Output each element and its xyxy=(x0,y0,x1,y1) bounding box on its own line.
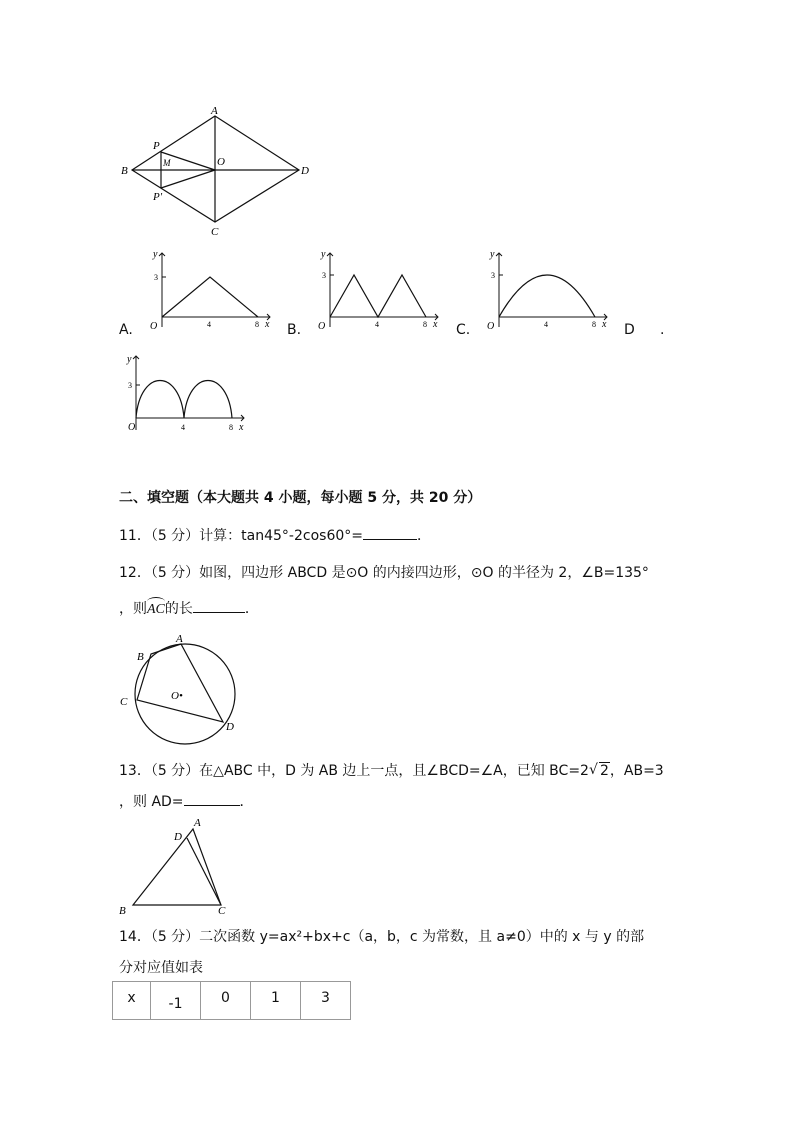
y-axis-label: y xyxy=(490,249,495,260)
triangle-label-b: B xyxy=(119,905,126,917)
option-a-graph xyxy=(140,245,280,337)
rhombus-label-d: D xyxy=(301,165,309,177)
option-b-curve xyxy=(330,275,426,317)
question-13-post: ，AB=3 xyxy=(609,763,664,779)
option-b-graph xyxy=(308,245,448,337)
quadrilateral-abcd xyxy=(137,644,223,722)
x-tick-4: 4 xyxy=(544,320,548,329)
question-11-text: 11．（5 分）计算：tan45°-2cos60°= xyxy=(119,528,363,544)
segment-p-prime-o xyxy=(161,170,215,188)
question-11-end: ． xyxy=(417,528,431,544)
table-cell: 3 xyxy=(301,982,351,1020)
x-axis-label: x xyxy=(265,319,270,330)
table-cell: 0 xyxy=(201,982,251,1020)
triangle-label-c: C xyxy=(218,905,226,917)
origin-label: O xyxy=(318,321,326,332)
y-axis-label: y xyxy=(321,249,326,260)
question-12-line1: 12．（5 分）如图，四边形 ABCD 是⊙O 的内接四边形，⊙O 的半径为 2，∠B=135° xyxy=(119,565,649,581)
table-cell: -1 xyxy=(151,982,201,1020)
question-12-line2 xyxy=(119,598,259,618)
origin-label: O xyxy=(128,422,136,433)
table-cell: 1 xyxy=(251,982,301,1020)
question-11 xyxy=(119,525,431,545)
question-13-blank xyxy=(184,793,240,806)
y-tick-3: 3 xyxy=(128,381,132,390)
rhombus-label-p: P xyxy=(153,140,160,152)
table-row xyxy=(113,982,351,1020)
sqrt-value: 2 xyxy=(599,763,609,779)
option-a-curve xyxy=(162,277,258,317)
question-11-blank xyxy=(363,527,417,540)
x-tick-4: 4 xyxy=(181,423,185,432)
table-cell-x: x xyxy=(113,982,151,1020)
x-tick-8: 8 xyxy=(255,320,259,329)
question-14-line1: 14．（5 分）二次函数 y=ax²+bx+c（a，b，c 为常数，且 a≠0）中的 x 与 y 的部 xyxy=(119,929,645,945)
question-13-line1 xyxy=(119,760,664,780)
circle-label-a: A xyxy=(176,633,183,645)
question-14-line2: 分对应值如表 xyxy=(119,960,203,976)
x-tick-4: 4 xyxy=(207,320,211,329)
question-13-text: 13．（5 分）在△ABC 中，D 为 AB 边上一点，且∠BCD=∠A，已知 BC=2 xyxy=(119,763,589,779)
option-d-label: D xyxy=(624,322,635,338)
rhombus-label-b: B xyxy=(121,165,128,177)
question-13-line2 xyxy=(119,791,254,811)
option-c-label: C. xyxy=(456,322,471,338)
option-b-label: B. xyxy=(287,322,302,338)
origin-label: O xyxy=(487,321,495,332)
y-axis-label: y xyxy=(153,249,158,260)
question-12-end: ． xyxy=(244,601,259,617)
y-tick-3: 3 xyxy=(154,273,158,282)
circle-label-o: O• xyxy=(171,690,183,702)
option-d-graph xyxy=(114,350,254,442)
rhombus-label-m: M xyxy=(163,158,171,168)
triangle-figure xyxy=(115,812,245,920)
triangle-label-d: D xyxy=(174,831,182,843)
y-tick-3: 3 xyxy=(322,271,326,280)
rhombus-label-a: A xyxy=(211,105,218,117)
origin-label: O xyxy=(150,321,158,332)
section-2-title: 二、填空题（本大题共 4 小题，每小题 5 分，共 20 分） xyxy=(119,490,482,506)
x-tick-8: 8 xyxy=(592,320,596,329)
x-tick-8: 8 xyxy=(423,320,427,329)
question-13-prefix: ，则 AD= xyxy=(119,794,184,810)
rhombus-figure xyxy=(115,100,325,240)
option-d-trailing-dot: . xyxy=(660,322,665,338)
option-c-curve xyxy=(499,275,595,317)
circle-label-d: D xyxy=(226,721,234,733)
circle-label-b: B xyxy=(137,651,144,663)
triangle-label-a: A xyxy=(194,817,201,829)
y-axis-label: y xyxy=(127,354,132,365)
question-13-end: ． xyxy=(239,794,254,810)
value-table xyxy=(112,981,351,1020)
option-d-curve xyxy=(136,381,232,419)
y-tick-3: 3 xyxy=(491,271,495,280)
rhombus-label-p-prime: P' xyxy=(153,191,163,203)
sqrt-symbol xyxy=(589,763,610,779)
arc-ac-symbol: AC xyxy=(147,602,165,617)
rhombus-label-o: O xyxy=(217,156,225,168)
circle-figure xyxy=(115,630,245,750)
x-axis-label: x xyxy=(239,422,244,433)
question-12-mid: 的长 xyxy=(164,601,193,617)
question-12-blank xyxy=(193,600,245,613)
x-tick-8: 8 xyxy=(229,423,233,432)
question-12-prefix: ，则 xyxy=(119,601,147,617)
x-axis-label: x xyxy=(433,319,438,330)
circle-label-c: C xyxy=(120,696,128,708)
option-a-label: A. xyxy=(119,322,133,338)
rhombus-label-c: C xyxy=(211,226,219,238)
option-c-graph xyxy=(477,245,617,337)
segment-cd xyxy=(187,838,221,905)
x-axis-label: x xyxy=(602,319,607,330)
x-tick-4: 4 xyxy=(375,320,379,329)
